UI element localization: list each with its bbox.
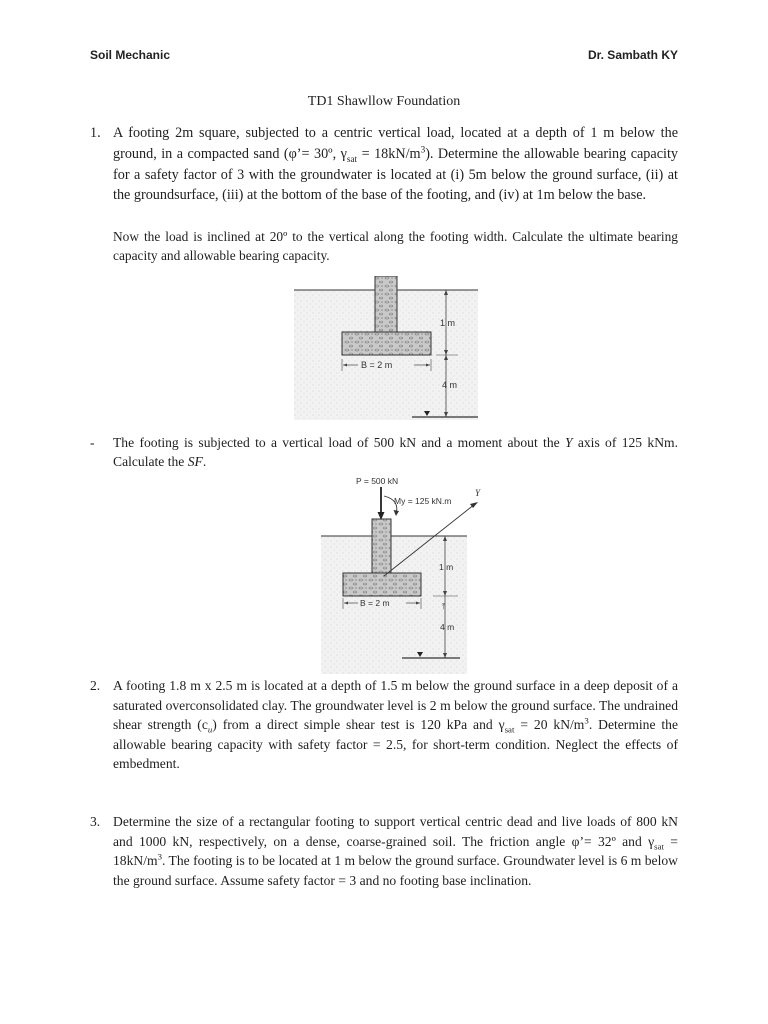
question-number: 3. <box>90 814 101 829</box>
depth-label: 1 m <box>439 562 454 572</box>
document-title: TD1 Shawllow Foundation <box>307 94 461 109</box>
width-label: B = 2 m <box>360 598 390 608</box>
header-author: Dr. Sambath KY <box>587 48 678 62</box>
footing-diagram-1 <box>294 276 478 420</box>
question-2 <box>90 676 678 774</box>
question-1-inclined-load: Now the load is inclined at 20º to the vertical along the footing width. Calculate the ultimate bearing capacity and allowable bearing capacity. <box>113 229 678 263</box>
question-number: 2. <box>90 678 101 693</box>
water-depth-label: 4 m <box>442 380 458 390</box>
load-label: P = 500 kN <box>356 476 399 486</box>
question-number: 1. <box>90 125 101 141</box>
bullet-dash: - <box>90 435 95 450</box>
moment-label: My = 125 kN.m <box>394 496 452 506</box>
width-label: B = 2 m <box>361 360 393 370</box>
question-text: Determine the size of a rectangular footing to support vertical centric dead and live loads of 800 kN and 1000 kN, respectively, on a dense, coarse-grained soil. The friction angle φ’= 32º and $\gamma_{sat} = 18kN/m^3$. The footing is to be located at 1 m below the ground surface. Groundwater level is 6 m below the ground surface. Assume safety factor = 3 and no footing base inclination. <box>113 814 678 888</box>
question-text: A footing 1.8 m x 2.5 m is located at a depth of 1.5 m below the ground surface in a deep deposit of a saturated overconsolidated clay. The groundwater level is 2 m below the ground surface. The undrained shear strength $(c_u)$ from a direct simple shear test is 120 kPa and $\gamma_{sat} = 20$ $kN/m^3$. Determine the allowable bearing capacity with safety factor = 2.5, for short-term condition. Neglect the effects of embedment. <box>113 678 679 771</box>
header-course-name: Soil Mechanic <box>90 48 171 62</box>
question-1 <box>90 123 678 206</box>
water-depth-label: 4 m <box>440 622 455 632</box>
question-text: A footing 2m square, subjected to a centric vertical load, located at a depth of 1 m below the ground, in a compacted sand (φ’= 30º, $\gamma_{sat} = 18kN/m^3$). Determine the allowable bearing capacity for a safety factor of 3 with the groundwater is located at (i) 5m below the ground surface, (ii) at the groundsurface, (iii) at the bottom of the base of the footing, and (iv) at 1m below the base. <box>113 125 678 204</box>
question-1-moment-case: - The footing is subjected to a vertical load of 500 kN and a moment about the Y axis of 125 kNm. Calculate the SF. <box>90 435 678 469</box>
svg-text:⤒: ⤒ <box>442 602 446 611</box>
axis-label: Y <box>475 488 481 498</box>
depth-label: 1 m <box>440 318 456 328</box>
footing-diagram-2 <box>318 474 488 674</box>
question-3 <box>90 812 678 890</box>
